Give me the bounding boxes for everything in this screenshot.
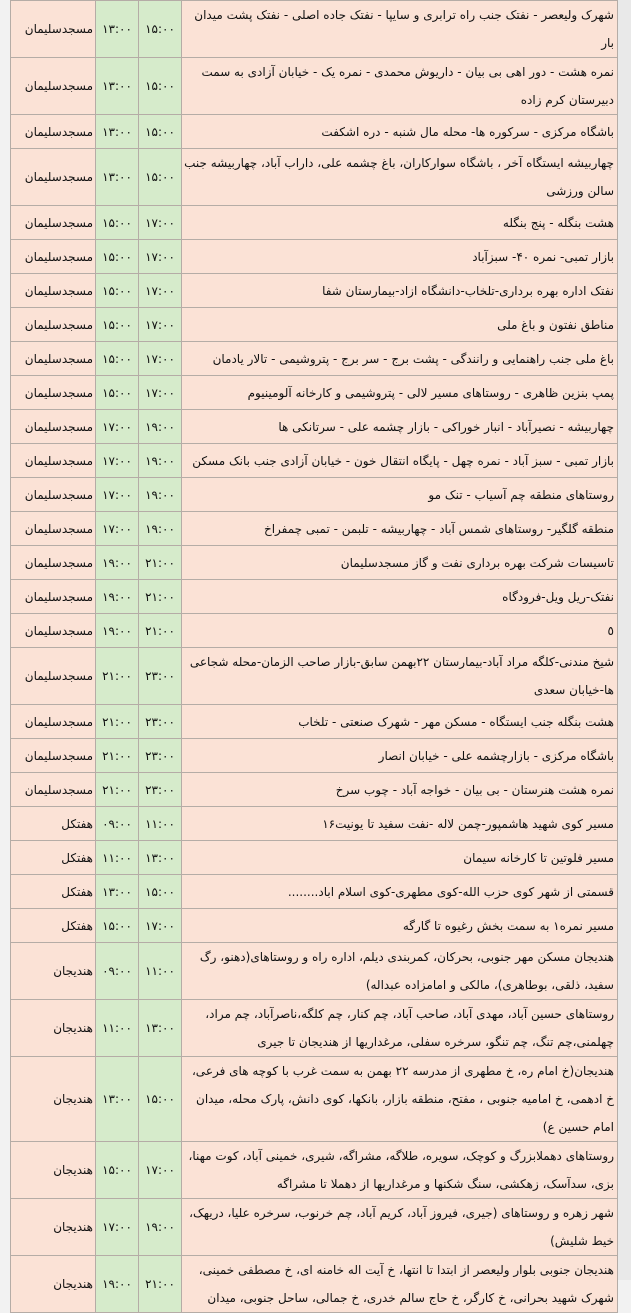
city-cell xyxy=(11,614,96,648)
schedule-sheet xyxy=(10,0,618,1305)
city-cell xyxy=(11,376,96,410)
start-time-cell xyxy=(96,1256,139,1313)
city-cell-text: مسجدسلیمان xyxy=(24,22,93,36)
area-description-cell-text: هندیجان(خ امام ره، خ مطهری از مدرسه ۲۲ بهمن به سمت غرب با کوچه های فرعی، خ ادهمی، خ امامیه جنوبی ، مفتح، منطقه بازار، بانکها، کوی دانش، پارک محله، میدان امام حسین ع) xyxy=(191,1064,614,1134)
start-time-cell xyxy=(96,1057,139,1142)
area-description-cell xyxy=(182,206,618,240)
area-description-cell-text: روستاهای حسین آباد، مهدی آباد، صاحب آباد، چم کنار، چم کلگه،ناصرآباد، چم مراد، چهلمنی،چم تنگ، چم تنگو، سرخره سفلی، مرغداریها از هندیجان تا جیری xyxy=(205,1007,614,1049)
end-time-cell-text: ۱۷:۰۰ xyxy=(145,215,175,230)
city-cell xyxy=(11,875,96,909)
table-row xyxy=(11,580,618,614)
area-description-cell xyxy=(182,478,618,512)
end-time-cell-text: ۲۳:۰۰ xyxy=(145,669,175,683)
city-cell-text: مسجدسلیمان xyxy=(24,419,93,434)
end-time-cell xyxy=(139,342,182,376)
start-time-cell xyxy=(96,943,139,1000)
city-cell-text: مسجدسلیمان xyxy=(24,623,93,638)
area-description-cell xyxy=(182,1142,618,1199)
end-time-cell-text: ۱۷:۰۰ xyxy=(145,1163,175,1177)
city-cell-text: هفتکل xyxy=(61,816,93,831)
end-time-cell xyxy=(139,115,182,149)
end-time-cell-text: ۱۱:۰۰ xyxy=(145,964,175,978)
area-description-cell xyxy=(182,705,618,739)
start-time-cell-text: ۱۳:۰۰ xyxy=(102,124,132,139)
table-row xyxy=(11,1,618,58)
end-time-cell-text: ۱۵:۰۰ xyxy=(145,170,175,184)
area-description-cell xyxy=(182,614,618,648)
end-time-cell-text: ۲۱:۰۰ xyxy=(145,555,175,570)
area-description-cell xyxy=(182,546,618,580)
table-row xyxy=(11,58,618,115)
end-time-cell-text: ۱۷:۰۰ xyxy=(145,918,175,933)
city-cell xyxy=(11,807,96,841)
start-time-cell-text: ۱۵:۰۰ xyxy=(102,249,132,264)
table-row xyxy=(11,875,618,909)
city-cell-text: مسجدسلیمان xyxy=(24,669,93,683)
city-cell-text: هندیجان xyxy=(53,964,93,978)
end-time-cell-text: ۱۷:۰۰ xyxy=(145,283,175,298)
start-time-cell xyxy=(96,705,139,739)
end-time-cell-text: ۲۱:۰۰ xyxy=(145,589,175,604)
start-time-cell xyxy=(96,1000,139,1057)
start-time-cell xyxy=(96,342,139,376)
start-time-cell-text: ۱۳:۰۰ xyxy=(102,884,132,899)
city-cell xyxy=(11,909,96,943)
start-time-cell-text: ۱۵:۰۰ xyxy=(102,1163,132,1177)
end-time-cell-text: ۱۹:۰۰ xyxy=(145,1220,175,1234)
start-time-cell xyxy=(96,807,139,841)
start-time-cell xyxy=(96,546,139,580)
end-time-cell xyxy=(139,648,182,705)
area-description-cell xyxy=(182,149,618,206)
table-row xyxy=(11,149,618,206)
table-row xyxy=(11,773,618,807)
start-time-cell-text: ۱۵:۰۰ xyxy=(102,918,132,933)
start-time-cell xyxy=(96,410,139,444)
city-cell xyxy=(11,773,96,807)
city-cell-text: مسجدسلیمان xyxy=(24,589,93,604)
end-time-cell xyxy=(139,376,182,410)
area-description-cell-text: چهاربیشه ایستگاه آخر ، باشگاه سوارکاران، باغ چشمه علی، داراب آباد، چهاربیشه جنب سالن ورزشی xyxy=(184,156,614,198)
city-cell-text: مسجدسلیمان xyxy=(24,249,93,264)
table-row xyxy=(11,841,618,875)
start-time-cell-text: ۱۹:۰۰ xyxy=(102,555,132,570)
city-cell-text: مسجدسلیمان xyxy=(24,317,93,332)
area-description-cell xyxy=(182,274,618,308)
city-cell-text: هندیجان xyxy=(53,1021,93,1035)
end-time-cell xyxy=(139,705,182,739)
area-description-cell-text: پمپ بنزین ظاهری - روستاهای مسیر لالی - پتروشیمی و کارخانه آلومینیوم xyxy=(247,385,614,400)
table-row xyxy=(11,444,618,478)
city-cell xyxy=(11,512,96,546)
area-description-cell xyxy=(182,773,618,807)
end-time-cell xyxy=(139,614,182,648)
area-description-cell-text: بازار تمبی- نمره ۴۰- سبزآباد xyxy=(472,249,614,264)
city-cell xyxy=(11,240,96,274)
end-time-cell-text: ۲۱:۰۰ xyxy=(145,623,175,638)
city-cell xyxy=(11,943,96,1000)
city-cell-text: مسجدسلیمان xyxy=(24,714,93,729)
area-description-cell-text: قسمتی از شهر کوی حزب الله-کوی مطهری-کوی اسلام اباد........ xyxy=(287,884,614,899)
city-cell xyxy=(11,206,96,240)
table-row xyxy=(11,807,618,841)
start-time-cell xyxy=(96,614,139,648)
table-row xyxy=(11,274,618,308)
start-time-cell xyxy=(96,444,139,478)
area-description-cell-text: بازار تمبی - سبز آباد - نمره چهل - پایگاه انتقال خون - خیابان آزادی جنب بانک مسکن xyxy=(192,453,614,468)
area-description-cell-text: نمره هشت هنرستان - بی بیان - خواجه آباد - چوب سرخ xyxy=(335,782,614,797)
end-time-cell xyxy=(139,512,182,546)
city-cell-text: هندیجان xyxy=(53,1220,93,1234)
table-row xyxy=(11,546,618,580)
end-time-cell xyxy=(139,773,182,807)
end-time-cell xyxy=(139,1,182,58)
area-description-cell xyxy=(182,1,618,58)
end-time-cell-text: ۱۵:۰۰ xyxy=(145,22,175,36)
end-time-cell xyxy=(139,1142,182,1199)
area-description-cell xyxy=(182,1057,618,1142)
end-time-cell xyxy=(139,875,182,909)
city-cell-text: مسجدسلیمان xyxy=(24,215,93,230)
start-time-cell-text: ۱۱:۰۰ xyxy=(102,1021,132,1035)
start-time-cell xyxy=(96,909,139,943)
table-row xyxy=(11,739,618,773)
start-time-cell xyxy=(96,274,139,308)
start-time-cell xyxy=(96,1,139,58)
start-time-cell xyxy=(96,648,139,705)
city-cell-text: هفتکل xyxy=(61,850,93,865)
end-time-cell xyxy=(139,274,182,308)
area-description-cell xyxy=(182,240,618,274)
start-time-cell xyxy=(96,376,139,410)
table-row xyxy=(11,478,618,512)
end-time-cell-text: ۲۳:۰۰ xyxy=(145,714,175,729)
area-description-cell-text: مناطق نفتون و باغ ملی xyxy=(497,317,614,332)
start-time-cell-text: ۱۵:۰۰ xyxy=(102,385,132,400)
city-cell xyxy=(11,546,96,580)
start-time-cell xyxy=(96,512,139,546)
end-time-cell xyxy=(139,1256,182,1313)
area-description-cell xyxy=(182,1199,618,1256)
end-time-cell xyxy=(139,739,182,773)
end-time-cell-text: ۲۳:۰۰ xyxy=(145,782,175,797)
table-body xyxy=(11,1,618,1313)
end-time-cell xyxy=(139,410,182,444)
city-cell-text: مسجدسلیمان xyxy=(24,385,93,400)
start-time-cell xyxy=(96,875,139,909)
end-time-cell-text: ۱۱:۰۰ xyxy=(145,816,175,831)
start-time-cell-text: ۱۳:۰۰ xyxy=(102,1092,132,1106)
start-time-cell-text: ۱۷:۰۰ xyxy=(102,1220,132,1234)
page-edge xyxy=(618,0,631,1280)
end-time-cell-text: ۲۱:۰۰ xyxy=(145,1277,175,1291)
start-time-cell-text: ۱۹:۰۰ xyxy=(102,623,132,638)
end-time-cell-text: ۱۷:۰۰ xyxy=(145,249,175,264)
area-description-cell xyxy=(182,342,618,376)
start-time-cell-text: ۱۵:۰۰ xyxy=(102,283,132,298)
area-description-cell-text: شهر زهره و روستاهای (جیری، فیروز آباد، کریم آباد، چم خرنوب، سرخره علیا، دریهک، خیط شلیش) xyxy=(189,1206,614,1248)
area-description-cell xyxy=(182,841,618,875)
end-time-cell xyxy=(139,1199,182,1256)
end-time-cell xyxy=(139,478,182,512)
area-description-cell-text: شهرک ولیعصر - نفتک جنب راه ترابری و سایپا - نفتک جاده اصلی - نفتک پشت میدان بار xyxy=(194,8,614,50)
start-time-cell xyxy=(96,478,139,512)
table-row xyxy=(11,1057,618,1142)
start-time-cell-text: ۱۵:۰۰ xyxy=(102,351,132,366)
city-cell-text: مسجدسلیمان xyxy=(24,555,93,570)
area-description-cell-text: هندیجان مسکن مهر جنوبی، بحرکان، کمربندی دیلم، اداره راه و روستاهای(دهنو، رگ سفید، ذلقی، بوطاهری)، مالکی و امامزاده عبداله) xyxy=(199,950,614,992)
start-time-cell-text: ۲۱:۰۰ xyxy=(102,782,132,797)
city-cell-text: مسجدسلیمان xyxy=(24,521,93,536)
end-time-cell-text: ۱۵:۰۰ xyxy=(145,1092,175,1106)
area-description-cell-text: روستاهای دهملابزرگ و کوچک، سویره، طلاگه، مشراگه، شیری، خمینی آباد، کوت مهنا، بزی، سدآسک، زهکشی، سنگ شکنها و مرغداریها از دهملا تا مشراگه xyxy=(188,1149,614,1191)
end-time-cell xyxy=(139,444,182,478)
end-time-cell xyxy=(139,1000,182,1057)
start-time-cell-text: ۱۳:۰۰ xyxy=(102,170,132,184)
table-row xyxy=(11,376,618,410)
city-cell-text: هفتکل xyxy=(61,918,93,933)
end-time-cell-text: ۱۹:۰۰ xyxy=(145,521,175,536)
table-row xyxy=(11,648,618,705)
city-cell xyxy=(11,149,96,206)
area-description-cell xyxy=(182,648,618,705)
city-cell xyxy=(11,1256,96,1313)
end-time-cell xyxy=(139,149,182,206)
start-time-cell xyxy=(96,580,139,614)
table-row xyxy=(11,909,618,943)
table-row xyxy=(11,308,618,342)
end-time-cell xyxy=(139,546,182,580)
city-cell xyxy=(11,1000,96,1057)
city-cell xyxy=(11,1,96,58)
area-description-cell-text: باغ ملی جنب راهنمایی و رانندگی - پشت برج - سر برج - پتروشیمی - تالار یادمان xyxy=(212,351,614,366)
end-time-cell xyxy=(139,1057,182,1142)
end-time-cell-text: ۱۹:۰۰ xyxy=(145,419,175,434)
start-time-cell-text: ۱۱:۰۰ xyxy=(102,850,132,865)
city-cell xyxy=(11,1142,96,1199)
end-time-cell-text: ۱۷:۰۰ xyxy=(145,385,175,400)
city-cell xyxy=(11,308,96,342)
start-time-cell xyxy=(96,149,139,206)
area-description-cell-text: هشت بنگله جنب ایستگاه - مسکن مهر - شهرک صنعتی - تلخاب xyxy=(298,714,614,729)
end-time-cell-text: ۱۵:۰۰ xyxy=(145,884,175,899)
city-cell xyxy=(11,648,96,705)
end-time-cell xyxy=(139,308,182,342)
area-description-cell-text: نفتک اداره بهره برداری-تلخاب-دانشگاه ازاد-بیمارستان شفا xyxy=(322,283,614,298)
table-row xyxy=(11,705,618,739)
city-cell-text: هندیجان xyxy=(53,1092,93,1106)
area-description-cell-text: منطقه گلگیر- روستاهای شمس آباد - چهاربیشه - تلبمن - تمبی چمفراخ xyxy=(263,521,614,536)
end-time-cell xyxy=(139,943,182,1000)
start-time-cell-text: ۱۷:۰۰ xyxy=(102,419,132,434)
city-cell xyxy=(11,1199,96,1256)
city-cell-text: مسجدسلیمان xyxy=(24,351,93,366)
area-description-cell xyxy=(182,580,618,614)
start-time-cell xyxy=(96,115,139,149)
city-cell-text: مسجدسلیمان xyxy=(24,487,93,502)
city-cell-text: مسجدسلیمان xyxy=(24,283,93,298)
start-time-cell-text: ۰۹:۰۰ xyxy=(102,816,132,831)
start-time-cell xyxy=(96,739,139,773)
end-time-cell-text: ۱۵:۰۰ xyxy=(145,79,175,93)
end-time-cell-text: ۱۳:۰۰ xyxy=(145,850,175,865)
start-time-cell-text: ۱۷:۰۰ xyxy=(102,487,132,502)
end-time-cell-text: ۱۷:۰۰ xyxy=(145,317,175,332)
table-row xyxy=(11,943,618,1000)
city-cell-text: مسجدسلیمان xyxy=(24,170,93,184)
outage-schedule-table xyxy=(10,0,618,1313)
end-time-cell xyxy=(139,841,182,875)
area-description-cell xyxy=(182,943,618,1000)
table-row xyxy=(11,410,618,444)
start-time-cell xyxy=(96,773,139,807)
table-row xyxy=(11,614,618,648)
end-time-cell-text: ۱۹:۰۰ xyxy=(145,487,175,502)
end-time-cell-text: ۱۷:۰۰ xyxy=(145,351,175,366)
table-row xyxy=(11,240,618,274)
start-time-cell xyxy=(96,308,139,342)
table-row xyxy=(11,512,618,546)
start-time-cell xyxy=(96,841,139,875)
end-time-cell-text: ۱۹:۰۰ xyxy=(145,453,175,468)
start-time-cell-text: ۱۷:۰۰ xyxy=(102,453,132,468)
city-cell-text: مسجدسلیمان xyxy=(24,453,93,468)
city-cell-text: مسجدسلیمان xyxy=(24,124,93,139)
area-description-cell-text: مسیر نمره۱ به سمت بخش رغیوه تا گارگه xyxy=(402,918,614,933)
area-description-cell-text: نمره هشت - دور اهی بی بیان - داریوش محمدی - نمره یک - خیابان آزادی به سمت دبیرستان کرم زاده xyxy=(201,65,614,107)
end-time-cell xyxy=(139,909,182,943)
area-description-cell xyxy=(182,444,618,478)
city-cell xyxy=(11,342,96,376)
area-description-cell xyxy=(182,115,618,149)
area-description-cell xyxy=(182,739,618,773)
city-cell xyxy=(11,410,96,444)
city-cell xyxy=(11,274,96,308)
area-description-cell-text: مسیر فلوتین تا کارخانه سیمان xyxy=(463,850,614,865)
area-description-cell xyxy=(182,58,618,115)
area-description-cell-text: باشگاه مرکزی - بازارچشمه علی - خیابان انصار xyxy=(378,748,614,763)
end-time-cell xyxy=(139,206,182,240)
city-cell xyxy=(11,739,96,773)
city-cell xyxy=(11,444,96,478)
area-description-cell xyxy=(182,308,618,342)
end-time-cell-text: ۱۳:۰۰ xyxy=(145,1021,175,1035)
start-time-cell xyxy=(96,206,139,240)
area-description-cell xyxy=(182,410,618,444)
start-time-cell xyxy=(96,1199,139,1256)
area-description-cell xyxy=(182,1256,618,1313)
area-description-cell xyxy=(182,1000,618,1057)
area-description-cell-text: نفتک-ریل ویل-فرودگاه xyxy=(502,589,614,604)
start-time-cell-text: ۲۱:۰۰ xyxy=(102,748,132,763)
end-time-cell-text: ۱۵:۰۰ xyxy=(145,124,175,139)
start-time-cell-text: ۱۹:۰۰ xyxy=(102,1277,132,1291)
start-time-cell-text: ۱۵:۰۰ xyxy=(102,215,132,230)
city-cell-text: هندیجان xyxy=(53,1163,93,1177)
area-description-cell xyxy=(182,875,618,909)
table-row xyxy=(11,342,618,376)
city-cell xyxy=(11,478,96,512)
table-row xyxy=(11,1256,618,1313)
end-time-cell xyxy=(139,240,182,274)
city-cell xyxy=(11,580,96,614)
table-row xyxy=(11,1142,618,1199)
table-row xyxy=(11,206,618,240)
table-row xyxy=(11,1000,618,1057)
area-description-cell xyxy=(182,807,618,841)
start-time-cell-text: ۲۱:۰۰ xyxy=(102,714,132,729)
city-cell xyxy=(11,705,96,739)
city-cell-text: مسجدسلیمان xyxy=(24,79,93,93)
area-description-cell-text: تاسیسات شرکت بهره برداری نفت و گاز مسجدسلیمان xyxy=(340,555,614,570)
area-description-cell-text: هندیجان جنوبی بلوار ولیعصر از ابتدا تا انتها، خ آیت اله خامنه ای، خ مصطفی خمینی، شهرک شهید بحرانی، خ کارگر، خ حاج سالم خدری، خ جمالی، ساحل جنوبی، میدان xyxy=(198,1263,614,1305)
city-cell xyxy=(11,841,96,875)
city-cell xyxy=(11,58,96,115)
city-cell xyxy=(11,1057,96,1142)
start-time-cell xyxy=(96,1142,139,1199)
start-time-cell-text: ۱۹:۰۰ xyxy=(102,589,132,604)
table-row xyxy=(11,115,618,149)
end-time-cell xyxy=(139,580,182,614)
area-description-cell xyxy=(182,909,618,943)
area-description-cell-text: باشگاه مرکزی - سرکوره ها- محله مال شنبه - دره اشکفت xyxy=(321,124,614,139)
area-description-cell-text: روستاهای منطقه چم آسیاب - تنک مو xyxy=(428,487,614,502)
city-cell-text: هفتکل xyxy=(61,884,93,899)
end-time-cell-text: ۲۳:۰۰ xyxy=(145,748,175,763)
area-description-cell-text: هشت بنگله - پنج بنگله xyxy=(502,215,614,230)
start-time-cell-text: ۱۵:۰۰ xyxy=(102,317,132,332)
start-time-cell-text: ۱۳:۰۰ xyxy=(102,79,132,93)
city-cell-text: هندیجان xyxy=(53,1277,93,1291)
area-description-cell xyxy=(182,512,618,546)
start-time-cell-text: ۰۹:۰۰ xyxy=(102,964,132,978)
start-time-cell-text: ۱۳:۰۰ xyxy=(102,22,132,36)
table-row xyxy=(11,1199,618,1256)
start-time-cell xyxy=(96,58,139,115)
end-time-cell xyxy=(139,58,182,115)
start-time-cell-text: ۲۱:۰۰ xyxy=(102,669,132,683)
area-description-cell-text: ٥ xyxy=(607,623,614,638)
area-description-cell-text: چهاربیشه - نصیرآباد - انبار خوراکی - بازار چشمه علی - سرتانکی ها xyxy=(278,419,614,434)
start-time-cell-text: ۱۷:۰۰ xyxy=(102,521,132,536)
end-time-cell xyxy=(139,807,182,841)
city-cell xyxy=(11,115,96,149)
area-description-cell-text: مسیر کوی شهید هاشمپور-چمن لاله -نفت سفید تا یونیت۱۶ xyxy=(322,816,614,831)
city-cell-text: مسجدسلیمان xyxy=(24,782,93,797)
area-description-cell xyxy=(182,376,618,410)
city-cell-text: مسجدسلیمان xyxy=(24,748,93,763)
area-description-cell-text: شیخ مندنی-کلگه مراد آباد-بیمارستان ۲۲بهمن سابق-بازار صاحب الزمان-محله شجاعی ها-خیابان سعدی xyxy=(189,655,614,697)
start-time-cell xyxy=(96,240,139,274)
